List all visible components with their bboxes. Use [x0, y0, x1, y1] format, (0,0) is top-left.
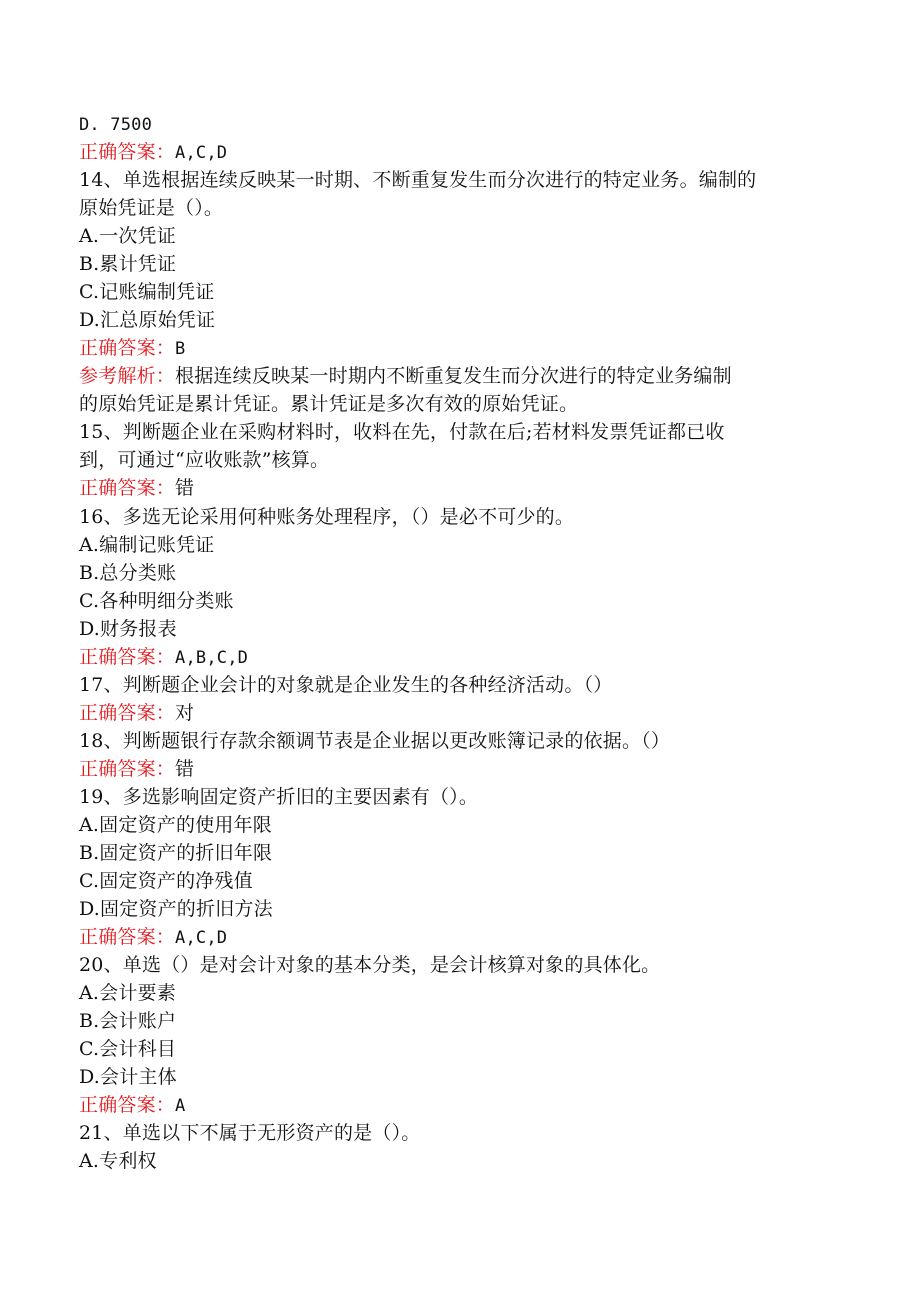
option-c-q19 — [79, 869, 253, 893]
answer-value: B — [175, 339, 186, 359]
question-19 — [79, 785, 478, 809]
option-text: B.会计账户 — [79, 1010, 177, 1032]
answer-value: A,B,C,D — [175, 648, 249, 668]
answer-value: 对 — [175, 702, 195, 724]
question-18 — [79, 729, 670, 753]
option-c-q14 — [79, 280, 215, 304]
option-text: A.固定资产的使用年限 — [79, 814, 272, 836]
answer-label: 正确答案： — [79, 337, 176, 359]
question-20 — [79, 953, 660, 977]
option-b-q19 — [79, 841, 272, 865]
option-b-q20 — [79, 1009, 176, 1033]
option-text: B.累计凭证 — [79, 253, 177, 275]
answer-label: 正确答案： — [79, 646, 176, 668]
option-a-q16 — [79, 533, 214, 557]
question-15-line-2 — [79, 448, 329, 472]
answer-value: 错 — [175, 758, 195, 780]
option-b-q14 — [79, 252, 176, 276]
answer-label: 正确答案： — [79, 758, 176, 780]
explanation-text: 根据连续反映某一时期内不断重复发生而分次进行的特定业务编制 — [175, 365, 732, 387]
option-text: A.编制记账凭证 — [79, 534, 215, 556]
option-d-q13 — [79, 112, 152, 137]
question-text: 原始凭证是（）。 — [79, 197, 224, 219]
question-text: 14、单选根据连续反映某一时期、不断重复发生而分次进行的特定业务。编制的 — [79, 169, 757, 191]
question-16 — [79, 505, 574, 529]
option-c-q20 — [79, 1037, 176, 1061]
question-text: 16、多选无论采用何种账务处理程序，（）是必不可少的。 — [79, 506, 575, 528]
option-text: C.各种明细分类账 — [79, 590, 234, 612]
question-14-line-2 — [79, 196, 223, 220]
option-text: C.会计科目 — [79, 1038, 177, 1060]
answer-value: A,C,D — [175, 928, 228, 948]
option-text: D.会计主体 — [79, 1066, 177, 1088]
question-17 — [79, 673, 612, 697]
answer-q20 — [79, 1093, 185, 1118]
answer-q18 — [79, 757, 194, 781]
answer-label: 正确答案： — [79, 477, 176, 499]
option-d-q20 — [79, 1065, 177, 1089]
option-text: A.一次凭证 — [79, 225, 176, 247]
answer-value: A,C,D — [175, 143, 228, 163]
option-text: A.专利权 — [79, 1150, 157, 1172]
answer-q19 — [79, 925, 227, 950]
answer-value: 错 — [175, 477, 195, 499]
option-text: A.会计要素 — [79, 982, 176, 1004]
option-d-q19 — [79, 897, 273, 921]
option-text: C.固定资产的净残值 — [79, 870, 253, 892]
option-text: C.记账编制凭证 — [79, 281, 215, 303]
answer-label: 正确答案： — [79, 702, 176, 724]
answer-q13 — [79, 140, 227, 165]
answer-q16 — [79, 645, 248, 670]
option-a-q14 — [79, 224, 176, 248]
answer-label: 正确答案： — [79, 141, 176, 163]
option-text: B.固定资产的折旧年限 — [79, 842, 273, 864]
answer-q17 — [79, 701, 194, 725]
option-a-q21 — [79, 1149, 157, 1173]
question-text: 15、判断题企业在采购材料时，收料在先，付款在后;若材料发票凭证都已收 — [79, 421, 725, 443]
option-a-q19 — [79, 813, 272, 837]
option-b-q16 — [79, 561, 176, 585]
question-21 — [79, 1121, 420, 1145]
question-text: 19、多选影响固定资产折旧的主要因素有（）。 — [79, 786, 479, 808]
question-14-line-1 — [79, 168, 756, 192]
answer-q14 — [79, 336, 185, 361]
option-text: D.固定资产的折旧方法 — [79, 898, 273, 920]
question-text: 21、单选以下不属于无形资产的是（）。 — [79, 1122, 421, 1144]
option-c-q16 — [79, 589, 234, 613]
answer-value: A — [175, 1096, 186, 1116]
option-text: D.汇总原始凭证 — [79, 309, 216, 331]
option-text: D. 7500 — [79, 115, 153, 135]
answer-label: 正确答案： — [79, 926, 176, 948]
explanation-text: 的原始凭证是累计凭证。累计凭证是多次有效的原始凭证。 — [79, 393, 579, 415]
option-a-q20 — [79, 981, 176, 1005]
question-text: 20、单选（）是对会计对象的基本分类，是会计核算对象的具体化。 — [79, 954, 661, 976]
question-text: 17、判断题企业会计的对象就是企业发生的各种经济活动。（） — [79, 674, 613, 696]
question-text: 到，可通过“应收账款”核算。 — [79, 449, 330, 471]
option-d-q16 — [79, 617, 177, 641]
option-text: D.财务报表 — [79, 618, 177, 640]
explanation-q14-line-2 — [79, 392, 578, 416]
question-15-line-1 — [79, 420, 725, 444]
answer-q15 — [79, 476, 194, 500]
question-text: 18、判断题银行存款余额调节表是企业据以更改账簿记录的依据。（） — [79, 730, 671, 752]
explanation-label: 参考解析： — [79, 365, 176, 387]
explanation-q14-line-1 — [79, 364, 732, 388]
option-text: B.总分类账 — [79, 562, 177, 584]
answer-label: 正确答案： — [79, 1094, 176, 1116]
option-d-q14 — [79, 308, 215, 332]
